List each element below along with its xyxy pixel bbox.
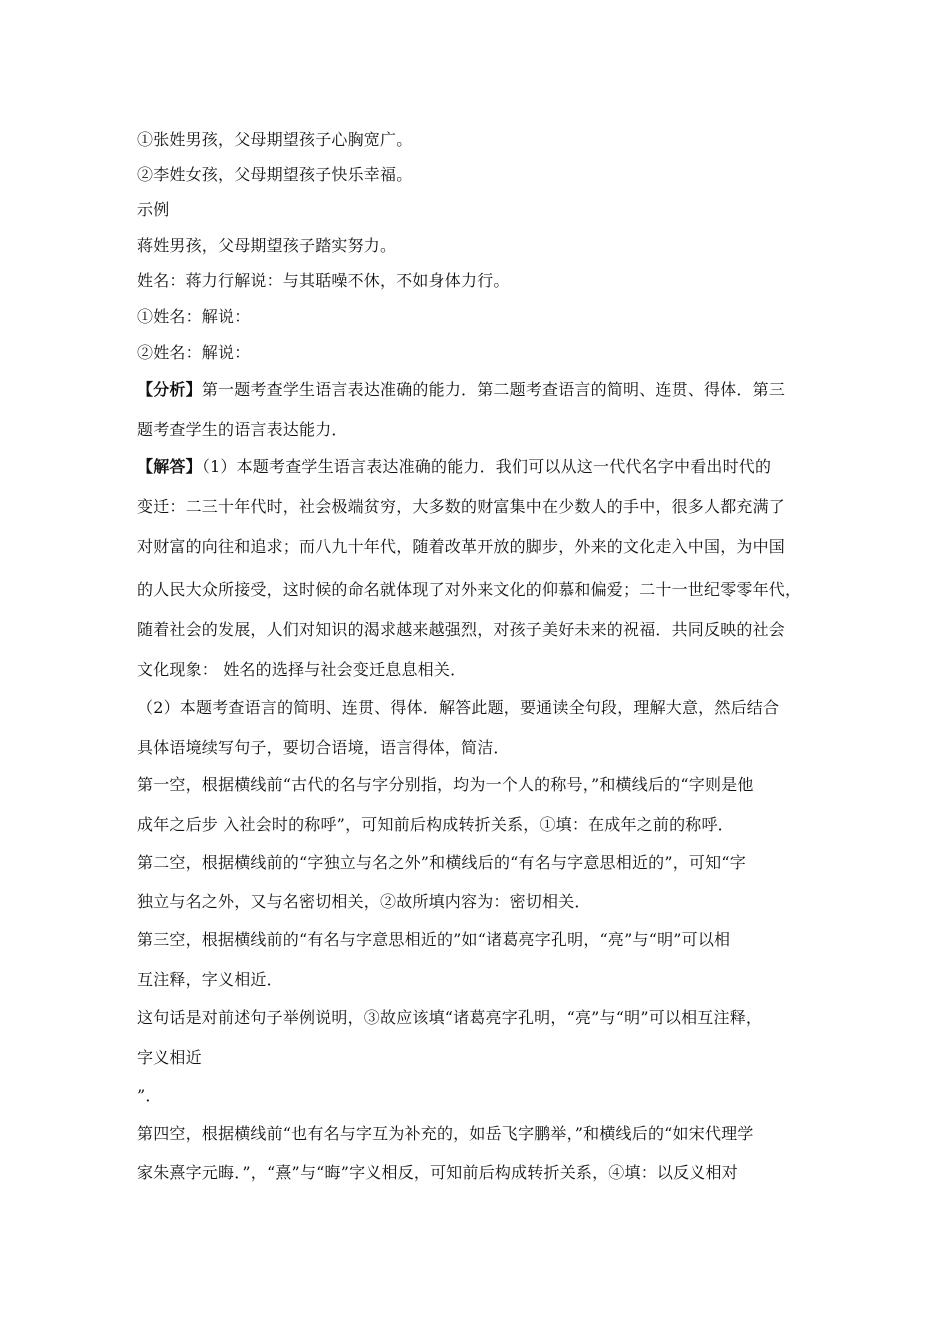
answer-paragraph-line-8: 具体语境续写句子，要切合语境，语言得体，简洁． xyxy=(137,738,510,757)
analysis-paragraph-line-1 xyxy=(137,380,785,400)
analysis-text: 第一题考查学生语言表达准确的能力．第二题考查语言的简明、连贯、得体．第三 xyxy=(201,380,786,399)
answer-blank-1: ①姓名：解说： xyxy=(137,307,251,326)
answer-paragraph-line-11: 第二空，根据横线前的“字独立与名之外”和横线后的“有名与字意思相近的”，可知“字 xyxy=(137,853,746,872)
answer-paragraph-line-2: 变迁：二三十年代时，社会极端贫穷，大多数的财富集中在少数人的手中，很多人都充满了 xyxy=(137,497,786,516)
example-heading: 示例 xyxy=(137,200,170,219)
analysis-label: 【分析】 xyxy=(137,380,202,399)
answer-text: （1）本题考查学生语言表达准确的能力．我们可以从这一代代名字中看出时代的 xyxy=(201,457,772,476)
option-1-text: ①张姓男孩，父母期望孩子心胸宽广。 xyxy=(137,130,413,149)
answer-paragraph-line-19: 家朱熹字元晦．”，“熹”与“晦”字义相反，可知前后构成转折关系，④填：以反义相对 xyxy=(137,1163,738,1182)
answer-paragraph-line-9: 第一空，根据横线前“古代的名与字分别指，均为一个人的称号，”和横线后的“字则是他 xyxy=(137,775,754,794)
answer-paragraph-line-12: 独立与名之外，又与名密切相关，②故所填内容为：密切相关． xyxy=(137,892,591,911)
answer-paragraph-line-17: ”． xyxy=(137,1086,162,1105)
answer-paragraph-line-10: 成年之后步 入社会时的称呼”，可知前后构成转折关系，①填：在成年之前的称呼． xyxy=(137,815,734,834)
example-line-2: 姓名：蒋力行解说：与其聒噪不休，不如身体力行。 xyxy=(137,271,510,290)
answer-paragraph-line-13: 第三空，根据横线前的“有名与字意思相近的”如“诸葛亮字孔明，“亮”与“明”可以相 xyxy=(137,930,731,949)
analysis-paragraph-line-2: 题考查学生的语言表达能力． xyxy=(137,420,348,439)
answer-label: 【解答】 xyxy=(137,457,202,476)
option-2-text: ②李姓女孩，父母期望孩子快乐幸福。 xyxy=(137,165,413,184)
example-line-1: 蒋姓男孩，父母期望孩子踏实努力。 xyxy=(137,236,397,255)
answer-paragraph-line-14: 互注释，字义相近． xyxy=(137,970,283,989)
answer-paragraph-line-3: 对财富的向往和追求；而八九十年代，随着改革开放的脚步，外来的文化走入中国，为中国 xyxy=(137,537,786,556)
answer-paragraph-line-16: 字义相近 xyxy=(137,1048,202,1067)
answer-paragraph-line-1 xyxy=(137,457,771,477)
answer-paragraph-line-15: 这句话是对前述句子举例说明，③故应该填“诸葛亮字孔明，“亮”与“明”可以相互注释， xyxy=(137,1008,763,1027)
answer-paragraph-line-5: 随着社会的发展，人们对知识的渴求越来越强烈，对孩子美好未来的祝福．共同反映的社会 xyxy=(137,620,786,639)
answer-paragraph-line-7: （2）本题考查语言的简明、连贯、得体．解答此题，要通读全句段，理解大意，然后结合 xyxy=(137,698,780,717)
answer-blank-2: ②姓名：解说： xyxy=(137,343,251,362)
answer-paragraph-line-18: 第四空，根据横线前“也有名与字互为补充的，如岳飞字鹏举，”和横线后的“如宋代理学 xyxy=(137,1124,754,1143)
answer-paragraph-line-6: 文化现象： 姓名的选择与社会变迁息息相关． xyxy=(137,660,467,679)
answer-paragraph-line-4: 的人民大众所接受，这时候的命名就体现了对外来文化的仰慕和偏爱；二十一世纪零零年代， xyxy=(137,580,802,599)
